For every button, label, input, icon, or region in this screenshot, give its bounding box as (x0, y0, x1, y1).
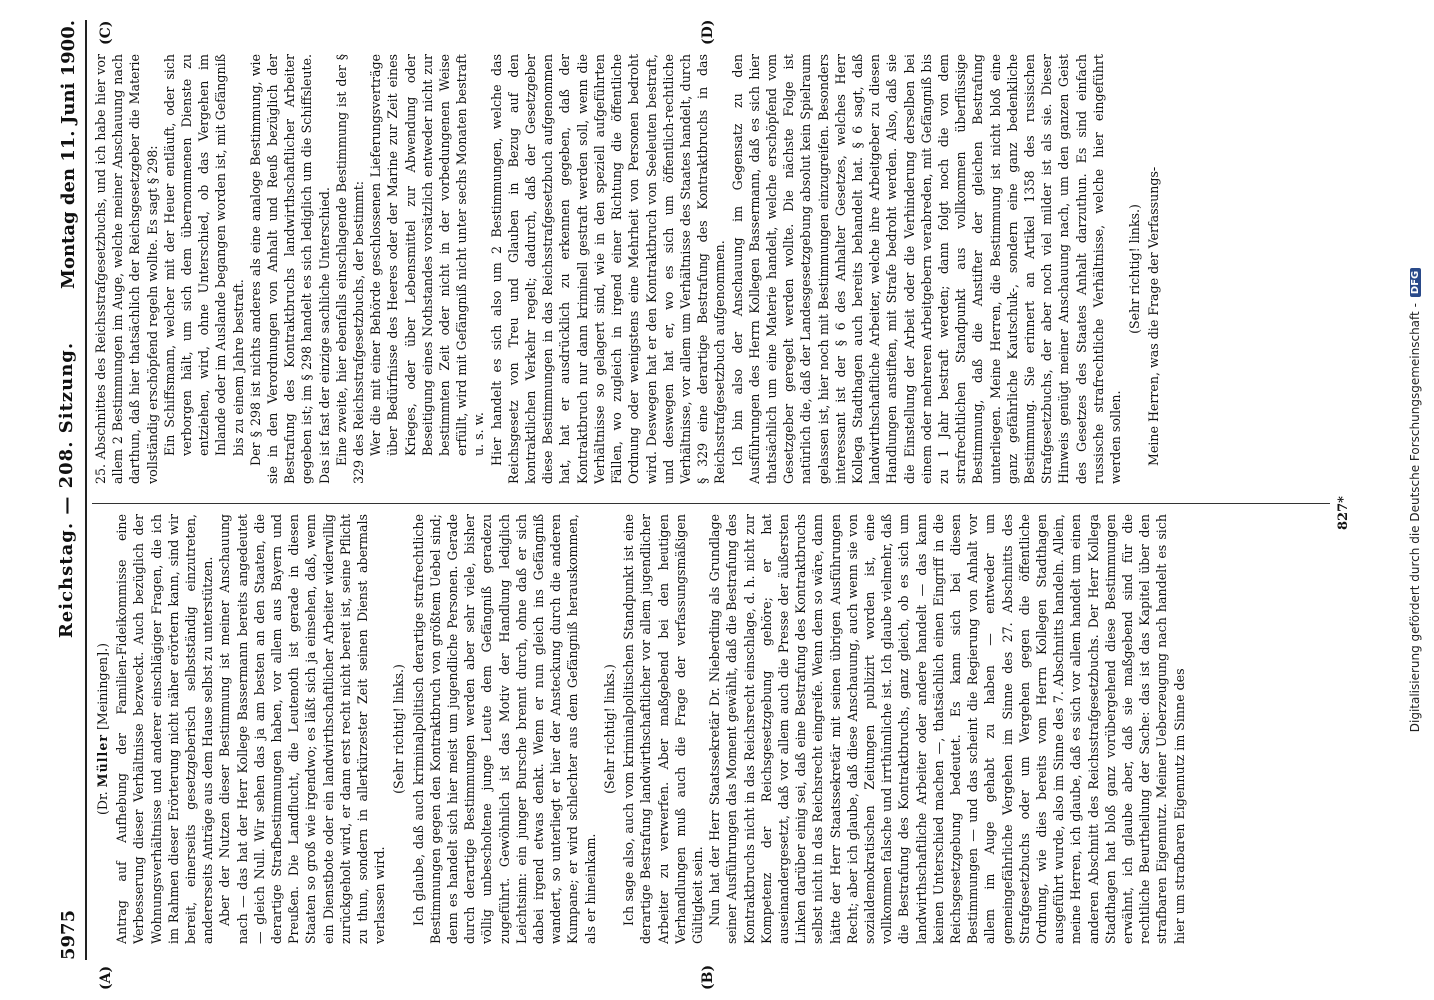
paragraph: 25. Abschnittes des Reichsstrafgesetzbuchs, und ich habe hier vor allem 2 Bestimmungen im Auge, welche meiner Anschauung nach darthun, daß hier thatsächlich der Reichsgesetzgeber die Materie vollständig erschöpfend regeln wollte. Es sagt § 298: (93, 54, 160, 484)
applause-note: (Sehr richtig! links.) (391, 664, 407, 794)
speaker-suffix: [Meiningen].) (95, 643, 110, 730)
right-column (92, 54, 1332, 484)
paragraph: Eine zweite, hier ebenfalls einschlagende Bestimmung ist der § 329 des Reichsstrafgesetzbuchs, der bestimmt: (333, 54, 367, 484)
applause-note: (Sehr richtig! links.) (601, 664, 617, 794)
digitization-text: Digitalisierung gefördert durch die Deutsche Forschungsgemeinschaft - (1408, 303, 1422, 733)
quoted-statute: Ein Schiffsmann, welcher mit der Heuer entläuft, oder sich verborgen hält, um sich dem übernommenen Dienste zu entziehen, wird, ohne Unterschied, ob das Vergehen im Inlande oder im Auslande begangen worden ist, mit Gefängniß bis zu einem Jahre bestraft. (161, 54, 246, 456)
header-date: Montag den 11. Juni 1900. (58, 20, 79, 289)
speaker-prefix: (Dr. (95, 791, 110, 816)
header-rule (85, 20, 87, 960)
margin-letter-a: (A) (98, 965, 114, 990)
paragraph: Meine Herren, was die Frage der Verfassungs- (1146, 166, 1162, 466)
paragraph: Aber der Nutzen dieser Bestimmung ist meiner Anschauung nach — das hat der Herr Kollege Bassermann bereits angedeutet — gleich Null. Wir sehen das ja am besten an den Staaten, die derartige Strafbestimmungen haben, vor allem aus Bayern und Preußen. Die Landflucht, die Leutenoth ist gerade in diesen Staaten so groß wie irgendwo; es läßt sich ja einsehen, daß, wenn ein Dienstbote oder ein landwirthschaftlicher Arbeiter widerwillig zurückgeholt wird, er dann erst recht nicht bereit ist, seine Pflicht zu thun, sondern in allerkürzester Zeit seinen Dienst abermals verlassen wird. (217, 514, 388, 944)
paragraph: Hier handelt es sich also um 2 Bestimmungen, welche das Reichsgesetz von Treu und Glauben in Bezug auf den kontraktlichen Verkehr regelt; dadurch, daß der Gesetzgeber diese Bestimmungen in das Reichsstrafgesetzbuch aufgenommen hat, hat er ausdrücklich zu erkennen gegeben, daß der Kontraktbruch nur dann kriminell gestraft werden soll, wenn die Verhältnisse so gelagert sind, wie in den speziell aufgeführten Fällen, wo zugleich in irgend einer Richtung die öffentliche Ordnung oder wenigstens eine Mehrheit von Personen bedroht wird. Deswegen hat er den Kontraktbruch von Seeleuten bestraft, und deswegen hat er, wo es sich um öffentlich-rechtliche Verhältnisse, vor allem um Verhältnisse des Staates handelt, durch § 329 eine derartige Bestrafung des Kontraktbruchs in das Reichsstrafgesetzbuch aufgenommen. (488, 54, 728, 484)
dfg-logo: DFG (1410, 268, 1421, 297)
margin-letter-b: (B) (700, 964, 716, 990)
quoted-statute: Wer die mit einer Behörde geschlossenen Lieferungsverträge über Bedürfnisse des Heeres oder der Marine zur Zeit eines Krieges, oder über Lebensmittel zur Abwendung oder Beseitigung eines Nothstandes vorsätzlich entweder nicht zur bestimmten Zeit oder nicht in der vorbedungenen Weise erfüllt, wird mit Gefängniß nicht unter sechs Monaten bestraft u. s. w. (368, 54, 487, 456)
page-number: 5975 (58, 909, 79, 960)
paragraph: Antrag auf Aufhebung der Familien-Fideikommisse eine Verbesserung dieser Verhältnisse bezweckt. Auch bezüglich der Wohnungsverhältnisse und anderer einschlägiger Fragen, die ich im Rahmen dieser Erörterung nicht näher erörtern kann, sind wir bereit, einerseits gesetzgeberisch selbstständig einzutreten, andererseits Anträge aus dem Hause selbst zu unterstützen. (114, 514, 216, 944)
page-signature: 827* (1336, 496, 1351, 530)
paragraph: Nun hat der Herr Staatssekretär Dr. Nieberding als Grundlage seiner Ausführungen das Moment gewählt, daß die Bestrafung des Kontraktbruchs nicht in das Reichsrecht einschlage, d. h. nicht zur Kompetenz der Reichsgesetzgebung gehöre; er hat auseinandergesetzt, daß vor allem auch die Presse der äußersten Linken darüber einig sei, daß eine Bestrafung des Kontraktbruchs selbst nicht in das Reichsrecht eingreife. Wenn dem so wäre, dann hätte der Herr Staatssekretär mit seinen übrigen Ausführungen Recht; aber ich glaube, daß diese Anschauung, auch wenn sie von sozialdemokratischen Zeitungen publizirt worden ist, eine vollkommen falsche und irrthümliche ist. Ich glaube vielmehr, daß die Bestrafung des Kontraktbruchs, ganz gleich, ob es sich um landwirthschaftliche Arbeiter oder andere handelt — das kann keinen Unterschied machen —, thatsächlich einen Eingriff in die Reichsgesetzgebung bedeutet. Es kann sich bei diesen Bestimmungen — und das scheint die Regierung von Anhalt vor allem im Auge gehabt zu haben — entweder um gemeingefährliche Vergehen im Sinne des 27. Abschnitts des Strafgesetzbuchs oder um Vergehen gegen die öffentliche Ordnung, wie dies bereits vom Herrn Kollegen Stadthagen ausgeführt wurde, also im Sinne des 7. Abschnitts handeln. Allein, meine Herren, ich glaube, daß es sich vor allem handelt um einen anderen Abschnitt des Reichsstrafgesetzbuchs. Der Herr Kollega Stadthagen hat bloß ganz vorübergehend diese Bestimmungen erwähnt, ich glaube aber, daß sie maßgebend sind für die rechtliche Beurtheilung der Sache: das ist das Kapitel über den strafbaren Eigennutz. Meiner Ueberzeugung nach handelt es sich hier um strafbaren Eigennutz im Sinne des (707, 514, 1187, 944)
speaker-line (94, 514, 111, 944)
paragraph: Ich sage also, auch vom kriminalpolitischen Standpunkt ist eine derartige Bestrafung landwirthschaftlicher vor allem jugendlicher Arbeiter zu verwerfen. Aber maßgebend bei den heutigen Verhandlungen muß auch die Frage der verfassungsmäßigen Gültigkeit sein. (621, 514, 705, 944)
speaker-name: Müller (95, 734, 110, 788)
paragraph: Der § 298 ist nichts anderes als eine analoge Bestimmung, wie sie in den Verordnungen von Anhalt und Reuß bezüglich der Bestrafung des Kontraktbruchs landwirthschaftlicher Arbeiter gegeben ist; im § 298 handelt es sich lediglich um die Schiffsleute. Das ist fast der einzige sachliche Unterschied. (247, 54, 332, 484)
paragraph: Ich glaube, daß auch kriminalpolitisch derartige strafrechtliche Bestimmungen gegen den Kontraktbruch von größtem Uebel sind; denn es handelt sich hier meist um jugendliche Personen. Gerade durch derartige Bestimmungen werden aber sehr viele, bisher völlig unbescholtene junge Leute dem Gefängniß geradezu zugeführt. Gewöhnlich ist das Motiv der Handlung lediglich Leichtsinn: ein junger Bursche brennt durch, ohne daß er sich dabei irgend etwas denkt. Wenn er nun gleich ins Gefängniß wandert, so unterliegt er hier der Ansteckung durch die anderen Kumpane; er wird schlechter aus dem Gefängniß herauskommen, als er hineinkam. (410, 514, 598, 944)
header-title: Reichstag. — 208. Sitzung. (56, 341, 77, 639)
digitization-note (1408, 0, 1422, 1000)
paragraph: Ich bin also der Anschauung im Gegensatz zu den Ausführungen des Herrn Kollegen Bassermann, daß es sich hier thatsächlich um eine Materie handelt, welche erschöpfend vom Gesetzgeber geregelt werden wollte. Die nächste Folge ist natürlich die, daß der Landesgesetzgebung absolut kein Spielraum gelassen ist, hier noch mit Bestimmungen einzugreifen. Besonders interessant ist der § 6 des Anhalter Gesetzes, welches Herr Kollega Stadthagen auch bereits behandelt hat. § 6 sagt, daß landwirthschaftliche Arbeiter, welche ihre Arbeitgeber zu diesen Handlungen anstiften, mit Strafe bedroht werden. Also, daß sie die Einstellung der Arbeit oder die Verhinderung derselben bei einem oder mehreren Arbeitgebern verabreden, mit Gefängniß bis zu 1 Jahr bestraft werden; dann folgt noch die von dem strafrechtlichen Standpunkt aus vollkommen überflüssige Bestimmung, daß die Anstifter der gleichen Bestrafung unterliegen. Meine Herren, die Bestimmung ist nicht bloß eine ganz gefährliche Kautschuk-, sondern eine ganz bedenkliche Bestimmung. Sie erinnert an Artikel 1358 des russischen Strafgesetzbuchs, der aber noch viel milder ist als sie. Dieser Hinweis genügt meiner Anschauung nach, um den ganzen Geist des Gesetzes des Staates Anhalt darzuthun. Es sind einfach russische strafrechtliche Verhältnisse, welche hier eingeführt werden sollen. (729, 54, 1123, 484)
margin-letter-c: (C) (98, 20, 114, 45)
applause-note: (Sehr richtig! links.) (1127, 204, 1143, 334)
page-header (52, 20, 84, 960)
column-divider (92, 503, 1330, 504)
left-column (92, 514, 1332, 944)
margin-letter-d: (D) (700, 19, 716, 45)
